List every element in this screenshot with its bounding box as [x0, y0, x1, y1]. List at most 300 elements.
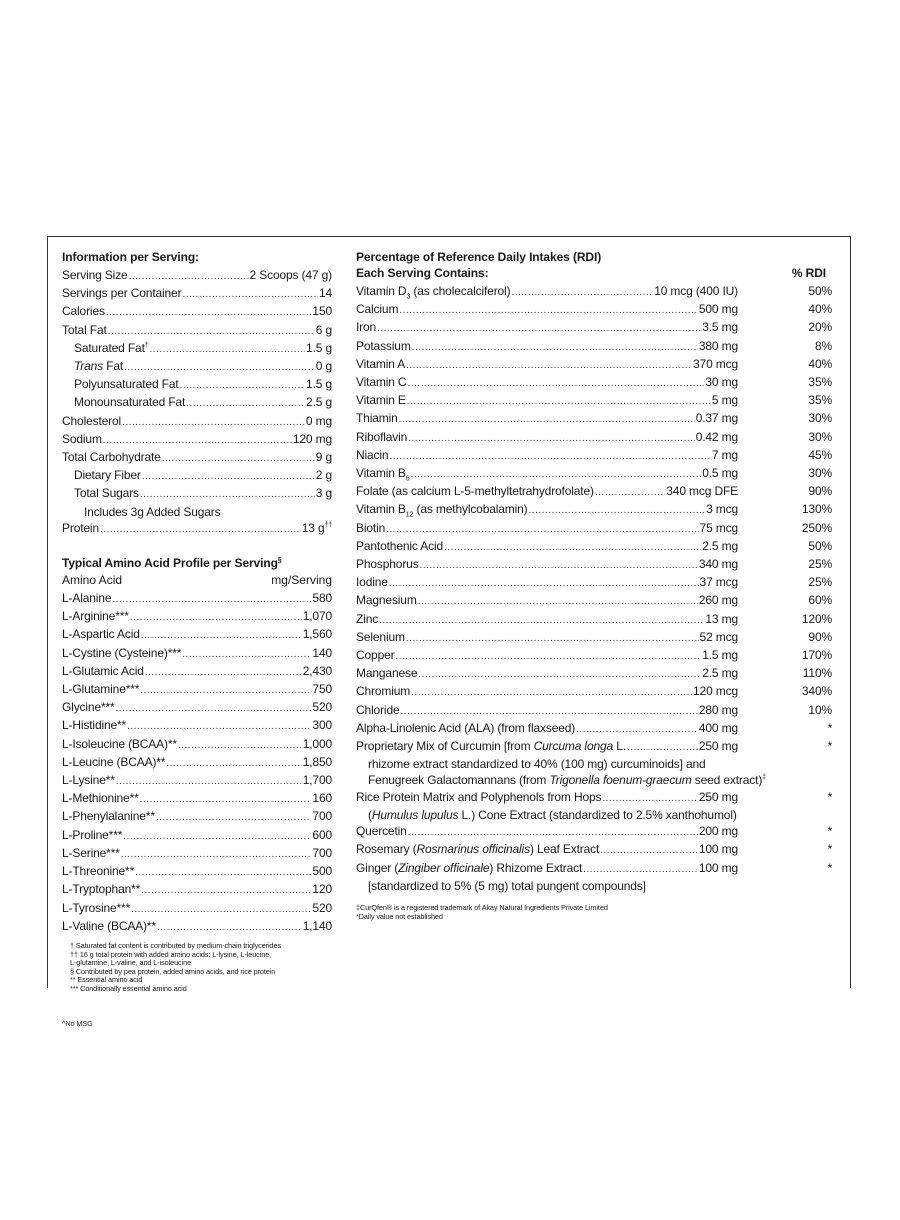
rdi-pct: 170% [801, 648, 832, 663]
amino-value: 700 [312, 809, 332, 824]
rdi-row [356, 538, 832, 556]
leader-dots [182, 287, 318, 303]
amino-rows [62, 590, 332, 936]
amino-value: 580 [312, 591, 332, 606]
rdi-pct: 10% [808, 702, 832, 717]
ginger-row [356, 860, 832, 878]
rdi-value: 3 mcg [706, 502, 738, 517]
amino-col-unit: mg/Serving [271, 573, 332, 588]
rdi-value: 10 mcg (400 IU) [654, 284, 738, 298]
amino-row [62, 663, 332, 681]
quercetin-row [356, 823, 832, 841]
leader-dots [116, 701, 312, 717]
curcumin-row [356, 738, 832, 756]
curcumin-latin: Curcuma longa [533, 739, 614, 754]
amino-label: L-Lysine** [62, 773, 115, 788]
leader-dots [389, 576, 699, 592]
info-value: 120 mg [292, 431, 332, 446]
info-row [62, 322, 332, 340]
rosemary-value: 100 mg [698, 842, 738, 857]
rdi-label: Chromium [356, 684, 411, 699]
rdi-label: Potassium [356, 338, 411, 353]
info-row [62, 376, 332, 394]
leader-dots [122, 415, 305, 431]
fenugreek-sup: ‡ [762, 774, 766, 782]
leader-dots [116, 774, 302, 790]
info-value: 0 mg [305, 413, 332, 428]
rdi-row [356, 592, 832, 610]
info-label: Calories [62, 304, 105, 319]
amino-value: 1,850 [302, 754, 332, 769]
rdi-pct: 25% [808, 575, 832, 590]
leader-dots [511, 285, 653, 301]
rice-row [356, 789, 832, 807]
leader-dots [186, 396, 305, 412]
leader-dots [411, 685, 692, 701]
rdi-label: Vitamin $B_{12}$ (as methylcobalamin) [356, 502, 528, 519]
rdi-row [356, 665, 832, 683]
leader-dots [412, 340, 698, 356]
info-label [74, 358, 123, 374]
rdi-row [356, 283, 832, 301]
curcumin-line2: rhizome extract standardized to 40% (100 mg) curcuminoids] and [368, 757, 706, 772]
rdi-label: Iron [356, 320, 377, 335]
info-heading: Information per Serving: [62, 250, 199, 264]
rdi-value: 380 mg [698, 338, 738, 353]
amino-heading-sup: § [277, 557, 282, 565]
amino-label: L-Glutamine*** [62, 682, 140, 697]
rdi-row [356, 683, 832, 701]
rdi-value: 2.5 mg [702, 666, 738, 681]
info-label [74, 340, 149, 356]
rdi-row [356, 574, 832, 592]
curcumin-label-b: L. [613, 739, 626, 754]
rdi-label: Vitamin $D_3$ (as cholecalciferol) [356, 284, 511, 301]
info-row [62, 413, 332, 431]
leader-dots [103, 433, 292, 449]
leader-dots [411, 467, 702, 483]
leader-dots [395, 649, 701, 665]
info-row [62, 285, 332, 303]
leader-dots [406, 358, 692, 374]
rdi-label: Selenium [356, 629, 405, 644]
rdi-label: Magnesium [356, 593, 417, 608]
rdi-row [356, 374, 832, 392]
rdi-row [356, 629, 832, 647]
rdi-value: 75 mcg [699, 520, 738, 535]
amino-value: 1,700 [302, 773, 332, 788]
rdi-label: Vitamin A [356, 356, 406, 371]
footnote: § Contributed by pea protein, added amino acids, and rice protein [70, 966, 276, 976]
leader-dots [121, 847, 312, 863]
amino-row [62, 699, 332, 717]
amino-value: 1,000 [302, 736, 332, 751]
amino-label: L-Phenylalanine** [62, 809, 155, 824]
rosemary-pct: * [827, 842, 832, 857]
protein-sup: †† [324, 521, 332, 529]
rdi-heading: Percentage of Reference Daily Intakes (RDI) [356, 250, 602, 264]
rdi-label: Vitamin E [356, 393, 406, 408]
leader-dots [406, 631, 699, 647]
info-label: Total Carbohydrate [62, 450, 161, 465]
rdi-label: Folate (as calcium L-5-methyltetrahydrofolate) [356, 484, 594, 499]
rosemary-b: ) Leaf Extract [529, 842, 600, 857]
amino-label: L-Arginine*** [62, 609, 129, 624]
amino-label: L-Tryptophan** [62, 882, 141, 897]
info-value: 6 g [315, 322, 332, 337]
rdi-pct: 35% [808, 393, 832, 408]
amino-value: 300 [312, 718, 332, 733]
rdi-pct: 30% [808, 429, 832, 444]
no-msg-note: ^No MSG [62, 1019, 93, 1029]
leader-dots [600, 843, 698, 859]
footnote: ‡CurQfen® is a registered trademark of Akay Natural Ingredients Private Limited [356, 902, 608, 912]
amino-row [62, 754, 332, 772]
amino-row [62, 845, 332, 863]
amino-value: 1,140 [302, 918, 332, 933]
amino-row [62, 863, 332, 881]
leader-dots [418, 667, 701, 683]
leader-dots [108, 324, 315, 340]
rdi-subheader [356, 265, 832, 281]
leader-dots [420, 558, 698, 574]
rice-pct: * [827, 789, 832, 804]
leader-dots [180, 378, 306, 394]
amino-row [62, 717, 332, 735]
ginger-latin: Zingiber officinale [398, 860, 490, 875]
leader-dots [131, 902, 311, 918]
rdi-value: 5 mg [711, 393, 738, 408]
rdi-pct: 90% [808, 629, 832, 644]
rdi-value: 3.5 mg [702, 320, 738, 335]
footnote: † Saturated fat content is contributed by medium-chain triglycerides [70, 940, 282, 950]
fenugreek-b: seed extract) [691, 773, 763, 788]
leader-dots [399, 303, 698, 319]
amino-value: 1,070 [302, 609, 332, 624]
leader-dots [401, 704, 698, 720]
info-value: 0 g [315, 359, 332, 374]
leader-dots [627, 740, 698, 756]
footnote: *** Conditionally essential amino acid [70, 983, 187, 993]
info-row [62, 267, 332, 285]
curcumin-value: 250 mg [698, 739, 738, 754]
amino-heading-text: Typical Amino Acid Profile per Serving [62, 556, 278, 571]
leader-dots [182, 647, 311, 663]
rdi-value: 0.42 mg [695, 429, 738, 444]
info-label-italic: Trans [74, 359, 104, 374]
info-value: 1.5 g [306, 340, 332, 355]
amino-value: 140 [312, 645, 332, 660]
leader-dots [408, 825, 698, 841]
amino-label: L-Methionine** [62, 791, 139, 806]
rdi-row [356, 647, 832, 665]
info-label: Total Sugars [74, 486, 139, 501]
amino-value: 700 [312, 845, 332, 860]
leader-dots [407, 376, 704, 392]
right-column [356, 249, 832, 921]
rdi-row [356, 338, 832, 356]
info-label: Servings per Container [62, 286, 182, 301]
leader-dots [135, 865, 311, 881]
pct-rdi-header: % RDI [791, 266, 826, 280]
protein-value: 13 g [301, 520, 325, 535]
amino-row [62, 918, 332, 936]
amino-row [62, 590, 332, 608]
amino-label: L-Valine (BCAA)** [62, 918, 156, 933]
amino-row [62, 681, 332, 699]
rdi-row [356, 447, 832, 465]
info-label: Serving Size [62, 268, 128, 282]
rdi-value: 2.5 mg [702, 538, 738, 553]
rdi-pct: 90% [808, 484, 832, 499]
quercetin-value: 200 mg [698, 824, 738, 839]
rdi-row [356, 301, 832, 319]
ginger-value: 100 mg [698, 860, 738, 875]
amino-value: 2,430 [302, 663, 332, 678]
info-value: 3 g [315, 486, 332, 501]
ginger-label [356, 860, 582, 876]
rdi-label: Chloride [356, 702, 400, 717]
leader-dots [140, 683, 311, 699]
quercetin-pct: * [827, 824, 832, 839]
info-label-rest: Fat [103, 359, 124, 374]
rdi-pct: 120% [801, 611, 832, 626]
rdi-pct: 340% [801, 684, 832, 699]
info-value: 1.5 g [306, 377, 332, 392]
rdi-value: 340 mcg DFE [666, 484, 738, 499]
leader-dots [140, 487, 315, 503]
rdi-row [356, 702, 832, 720]
amino-label: L-Proline*** [62, 827, 123, 842]
rdi-label: Copper [356, 648, 395, 663]
amino-value: 520 [312, 700, 332, 715]
leader-dots [106, 305, 312, 321]
amino-row [62, 827, 332, 845]
rdi-label: Iodine [356, 575, 388, 590]
rdi-pct: 50% [808, 538, 832, 553]
rosemary-label [356, 841, 599, 857]
protein-value-wrap [302, 520, 332, 536]
footnote: *Daily value not established [356, 911, 443, 921]
quercetin-label: Quercetin [356, 824, 407, 839]
rdi-value: 500 mg [698, 302, 738, 317]
rdi-value: 0.5 mg [702, 466, 738, 481]
leader-dots [157, 920, 302, 936]
leader-dots [529, 503, 706, 519]
leader-dots [112, 592, 311, 608]
curcumin-label [356, 738, 626, 754]
info-label-sup: † [144, 341, 149, 349]
hops-b: L.) Cone Extract (standardized to 2.5% xanthohumol) [458, 807, 737, 822]
amino-row [62, 808, 332, 826]
amino-value: 520 [312, 900, 332, 915]
hops-a: ( [368, 807, 372, 822]
leader-dots [444, 540, 701, 556]
rdi-label: Pantothenic Acid [356, 538, 443, 553]
leader-dots [123, 829, 311, 845]
rdi-row [356, 556, 832, 574]
info-value: 150 [312, 304, 332, 319]
leader-dots [124, 360, 315, 376]
amino-label: L-Cystine (Cysteine)*** [62, 645, 182, 660]
left-footnotes [62, 942, 332, 994]
ginger-a: Ginger ( [356, 860, 399, 875]
rdi-value: 37 mcg [699, 575, 738, 590]
amino-label: L-Isoleucine (BCAA)** [62, 736, 177, 751]
rdi-rows [356, 283, 832, 738]
footnote: †† 16 g total protein with added amino acids: L-lysine, L-leucine, [70, 949, 272, 959]
amino-label: L-Leucine (BCAA)** [62, 754, 166, 769]
amino-row [62, 772, 332, 790]
amino-label: Glycine*** [62, 700, 115, 715]
rdi-row [356, 611, 832, 629]
amino-row [62, 790, 332, 808]
rdi-pct: 130% [801, 502, 832, 517]
left-column [62, 249, 332, 1029]
right-footnotes [356, 904, 832, 921]
amino-row [62, 608, 332, 626]
info-value: 9 g [315, 450, 332, 465]
amino-label: L-Glutamic Acid [62, 663, 144, 678]
rdi-value: 7 mg [711, 447, 738, 462]
rdi-value: 1.5 mg [702, 648, 738, 663]
leader-dots [141, 883, 311, 899]
rdi-pct: 45% [808, 447, 832, 462]
rice-label: Rice Protein Matrix and Polyphenols from Hops [356, 789, 602, 804]
leader-dots [576, 722, 698, 738]
rosemary-a: Rosemary ( [356, 842, 417, 857]
rosemary-latin: Rosmarinus officinalis [416, 842, 530, 857]
amino-value: 120 [312, 882, 332, 897]
leader-dots [408, 431, 694, 447]
info-row [62, 358, 332, 376]
leader-dots [418, 594, 698, 610]
leader-dots [407, 394, 711, 410]
amino-label: L-Threonine** [62, 864, 135, 879]
leader-dots [386, 522, 698, 538]
leader-dots [127, 719, 311, 735]
info-label: Cholesterol [62, 413, 122, 428]
amino-row [62, 645, 332, 663]
rdi-value: 52 mcg [699, 629, 738, 644]
rdi-row [356, 465, 832, 483]
rdi-pct: 30% [808, 411, 832, 426]
rdi-label: Manganese [356, 666, 418, 681]
ginger-line2: [standardized to 5% (5 mg) total pungent compounds] [368, 878, 646, 893]
info-rows [62, 267, 332, 504]
rdi-value: 280 mg [698, 702, 738, 717]
leader-dots [595, 485, 665, 501]
rdi-pct: 30% [808, 466, 832, 481]
rdi-row [356, 483, 832, 501]
info-row [62, 340, 332, 358]
amino-row [62, 736, 332, 754]
amino-value: 750 [312, 682, 332, 697]
amino-label: L-Aspartic Acid [62, 627, 140, 642]
rdi-row [356, 319, 832, 337]
leader-dots [156, 810, 312, 826]
protein-row [62, 520, 332, 538]
curcumin-pct: * [827, 739, 832, 754]
rdi-pct: 250% [801, 520, 832, 535]
info-label: Dietary Fiber [74, 468, 141, 483]
amino-row [62, 626, 332, 644]
info-row [62, 394, 332, 412]
info-label: Sodium [62, 431, 102, 446]
curcumin-line3 [356, 772, 832, 788]
info-value: 2 g [315, 468, 332, 483]
added-sugars: Includes 3g Added Sugars [84, 504, 221, 519]
info-value: 2.5 g [306, 395, 332, 410]
leader-dots [130, 610, 302, 626]
amino-value: 600 [312, 827, 332, 842]
leader-dots [602, 791, 697, 807]
rdi-label: Calcium [356, 302, 399, 317]
amino-heading [62, 555, 332, 571]
leader-dots [399, 412, 695, 428]
leader-dots [129, 269, 249, 285]
leader-dots [389, 449, 710, 465]
info-value: 14 [318, 286, 332, 301]
info-label: Total Fat [62, 322, 107, 337]
leader-dots [162, 451, 315, 467]
rdi-label: Vitamin $B_6$ [356, 466, 410, 483]
rdi-value: 120 mcg [693, 684, 738, 699]
amino-column-header [62, 572, 332, 588]
info-row [62, 431, 332, 449]
rdi-row [356, 410, 832, 428]
rdi-value: 0.37 mg [695, 411, 738, 426]
amino-label: L-Serine*** [62, 845, 120, 860]
rdi-pct: 25% [808, 557, 832, 572]
rdi-pct: * [827, 720, 832, 735]
each-serving-heading: Each Serving Contains: [356, 266, 489, 280]
info-row [62, 303, 332, 321]
rdi-row [356, 356, 832, 374]
rdi-pct: 20% [808, 320, 832, 335]
rdi-row [356, 429, 832, 447]
rdi-pct: 110% [802, 666, 832, 681]
ginger-pct: * [827, 860, 832, 875]
rice-value: 250 mg [698, 789, 738, 804]
amino-row [62, 900, 332, 918]
rdi-value: 30 mg [705, 375, 738, 390]
leader-dots [100, 522, 301, 538]
amino-label: L-Alanine [62, 591, 112, 606]
footnote: ** Essential amino acid [70, 975, 143, 985]
fenugreek-latin: Trigonella foenum-graecum [549, 773, 692, 788]
rdi-pct: 40% [808, 356, 832, 371]
rdi-pct: 8% [814, 338, 832, 353]
amino-value: 500 [312, 864, 332, 879]
amino-label: L-Tyrosine*** [62, 900, 131, 915]
rdi-row [356, 501, 832, 519]
amino-col-label: Amino Acid [62, 573, 123, 588]
info-value: 2 Scoops (47 g) [249, 268, 332, 282]
info-row [62, 485, 332, 503]
rdi-value: 400 mg [698, 720, 738, 735]
rdi-value: 370 mcg [693, 356, 738, 371]
curcumin-label-a: Proprietary Mix of Curcumin [from [356, 739, 534, 754]
rdi-value: 260 mg [698, 593, 738, 608]
rdi-pct: 40% [808, 302, 832, 317]
amino-value: 1,560 [302, 627, 332, 642]
leader-dots [178, 738, 302, 754]
ginger-b: ) Rhizome Extract [489, 860, 583, 875]
rdi-row [356, 720, 832, 738]
rosemary-row [356, 841, 832, 859]
amino-value: 160 [312, 791, 332, 806]
